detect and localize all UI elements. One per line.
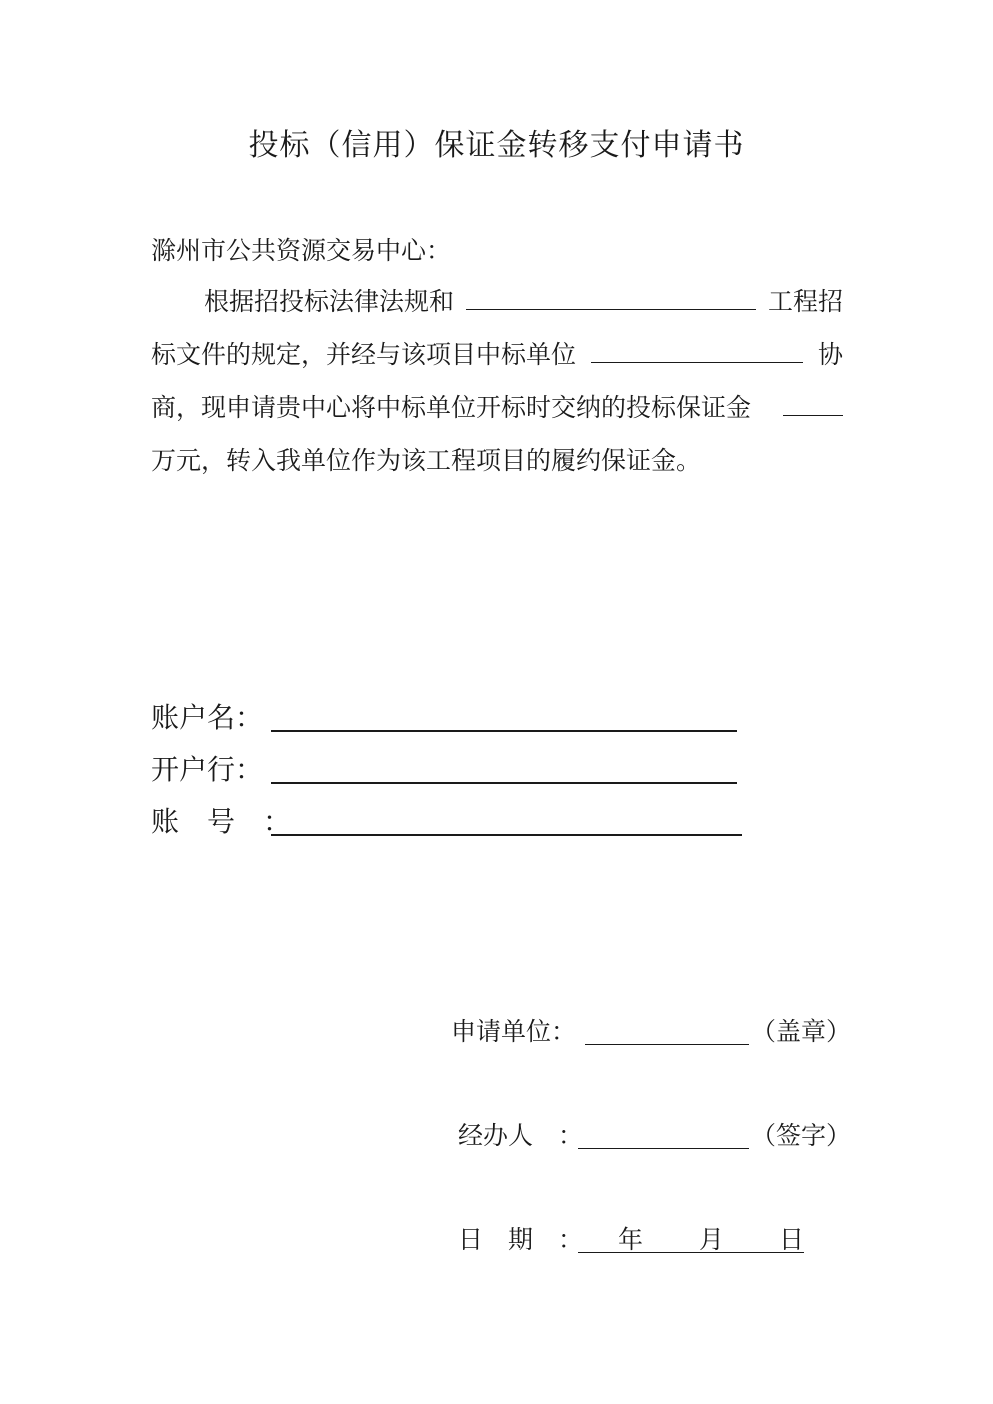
body-line-1-text: 根据招投标法律法规和 xyxy=(204,287,455,316)
day-label: 日 xyxy=(779,1225,805,1254)
body-line-3 xyxy=(151,390,843,426)
account-number-label: 账 号 ： xyxy=(151,805,292,838)
applicant-unit-row xyxy=(451,1012,851,1052)
seal-note: （盖章） xyxy=(751,1017,852,1046)
bank-field[interactable] xyxy=(271,782,737,784)
project-name-blank[interactable] xyxy=(466,285,756,310)
body-line-1-suffix: 工程招 xyxy=(767,287,843,316)
date-field[interactable] xyxy=(578,1252,804,1253)
account-number-field[interactable] xyxy=(271,834,742,836)
year-label: 年 xyxy=(618,1225,644,1254)
body-line-4: 万元，转入我单位作为该工程项目的履约保证金。 xyxy=(151,446,702,475)
addressee: 滁州市公共资源交易中心： xyxy=(151,236,452,265)
deposit-amount-blank[interactable] xyxy=(783,391,843,416)
applicant-unit-label: 申请单位： xyxy=(451,1017,577,1046)
handler-field[interactable] xyxy=(578,1148,749,1149)
month-label: 月 xyxy=(699,1225,725,1254)
signature-note: （签字） xyxy=(751,1121,852,1150)
account-name-field[interactable] xyxy=(271,730,737,732)
date-row xyxy=(458,1220,818,1260)
body-line-1 xyxy=(151,284,843,320)
applicant-unit-field[interactable] xyxy=(585,1044,749,1045)
date-label: 日 期 ： xyxy=(458,1225,584,1254)
handler-row xyxy=(458,1116,851,1156)
account-name-row xyxy=(151,698,751,738)
body-line-3-text: 商，现申请贵中心将中标单位开标时交纳的投标保证金 xyxy=(151,393,752,422)
body-line-2-text: 标文件的规定，并经与该项目中标单位 xyxy=(151,340,577,369)
document-title: 投标（信用）保证金转移支付申请书 xyxy=(248,128,745,163)
account-name-label: 账户名： xyxy=(151,701,264,734)
bank-label: 开户行： xyxy=(151,753,264,786)
handler-label: 经办人 ： xyxy=(458,1121,584,1150)
body-line-2 xyxy=(151,337,843,373)
account-number-row xyxy=(151,802,751,842)
body-line-2-suffix: 协 xyxy=(817,340,843,369)
winning-bidder-blank[interactable] xyxy=(591,338,803,363)
bank-row xyxy=(151,750,751,790)
